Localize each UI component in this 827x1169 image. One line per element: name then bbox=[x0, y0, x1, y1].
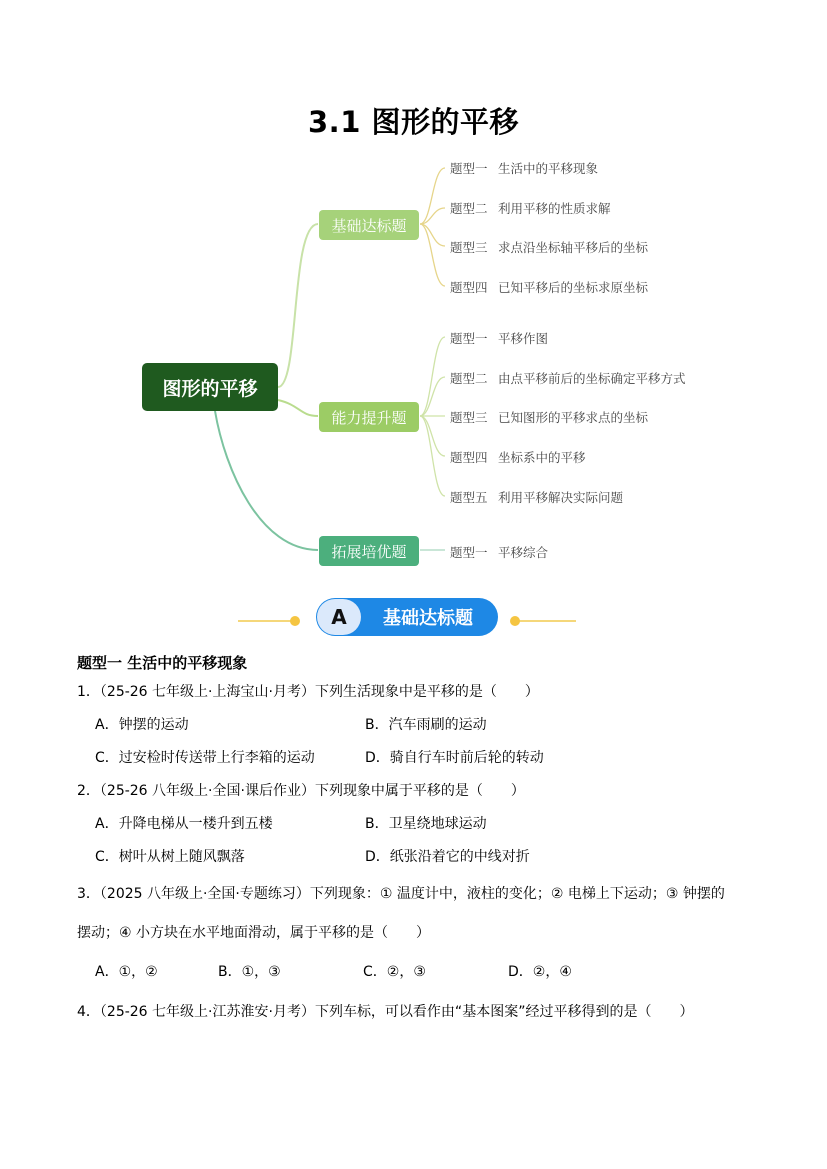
mindmap-leaf: 题型一 平移综合 bbox=[450, 545, 549, 560]
section-banner bbox=[316, 598, 498, 636]
banner-decor-line-right bbox=[516, 620, 576, 622]
mindmap-leaf: 题型一 平移作图 bbox=[450, 331, 549, 346]
mindmap-leaf: 题型四 坐标系中的平移 bbox=[450, 450, 586, 465]
mindmap-leaf: 题型二 利用平移的性质求解 bbox=[450, 201, 611, 216]
question-option: D．骑自行车时前后轮的转动 bbox=[365, 750, 544, 766]
question-stem: 1．（25-26 七年级上·上海宝山·月考）下列生活现象中是平移的是（ ） bbox=[77, 684, 539, 700]
banner-text: 基础达标题 bbox=[383, 608, 473, 629]
question-stem: 4．（25-26 七年级上·江苏淮安·月考）下列车标，可以看作由“基本图案”经过平移得到的是（ ） bbox=[77, 1004, 694, 1020]
question-option: B．汽车雨刷的运动 bbox=[365, 717, 487, 733]
banner-decor-dot-left bbox=[290, 616, 300, 626]
mindmap-leaf: 题型二 由点平移前后的坐标确定平移方式 bbox=[450, 371, 686, 386]
question-option: A．钟摆的运动 bbox=[95, 717, 189, 733]
mindmap-branch-extension: 拓展培优题 bbox=[319, 536, 419, 566]
question-option: A．①，② bbox=[95, 964, 158, 980]
banner-decor-line-left bbox=[238, 620, 298, 622]
mindmap-branch-advanced: 能力提升题 bbox=[319, 402, 419, 432]
mindmap-leaf: 题型三 求点沿坐标轴平移后的坐标 bbox=[450, 240, 649, 255]
mindmap-leaf: 题型一 生活中的平移现象 bbox=[450, 161, 599, 176]
mindmap-leaf: 题型四 已知平移后的坐标求原坐标 bbox=[450, 280, 649, 295]
question-option: B．卫星绕地球运动 bbox=[365, 816, 487, 832]
question-stem-continued: 摆动；④ 小方块在水平地面滑动，属于平移的是（ ） bbox=[77, 925, 430, 941]
question-option: B．①，③ bbox=[218, 964, 281, 980]
document-title: 3.1 图形的平移 bbox=[308, 105, 519, 139]
banner-letter: A bbox=[317, 599, 361, 635]
mindmap-root: 图形的平移 bbox=[142, 363, 278, 411]
question-stem: 2．（25-26 八年级上·全国·课后作业）下列现象中属于平移的是（ ） bbox=[77, 783, 525, 799]
question-stem: 3．（2025 八年级上·全国·专题练习）下列现象：① 温度计中，液柱的变化；② 电梯上下运动；③ 钟摆的 bbox=[77, 886, 725, 902]
question-option: C．过安检时传送带上行李箱的运动 bbox=[95, 750, 315, 766]
question-option: A．升降电梯从一楼升到五楼 bbox=[95, 816, 273, 832]
section-heading: 题型一 生活中的平移现象 bbox=[77, 654, 248, 672]
question-option: C．②，③ bbox=[363, 964, 426, 980]
question-option: D．②，④ bbox=[508, 964, 572, 980]
question-option: D．纸张沿着它的中线对折 bbox=[365, 849, 530, 865]
mindmap-leaf: 题型五 利用平移解决实际问题 bbox=[450, 490, 624, 505]
mindmap-branch-basic: 基础达标题 bbox=[319, 210, 419, 240]
mindmap-leaf: 题型三 已知图形的平移求点的坐标 bbox=[450, 410, 649, 425]
question-option: C．树叶从树上随风飘落 bbox=[95, 849, 245, 865]
banner-decor-dot-right bbox=[510, 616, 520, 626]
